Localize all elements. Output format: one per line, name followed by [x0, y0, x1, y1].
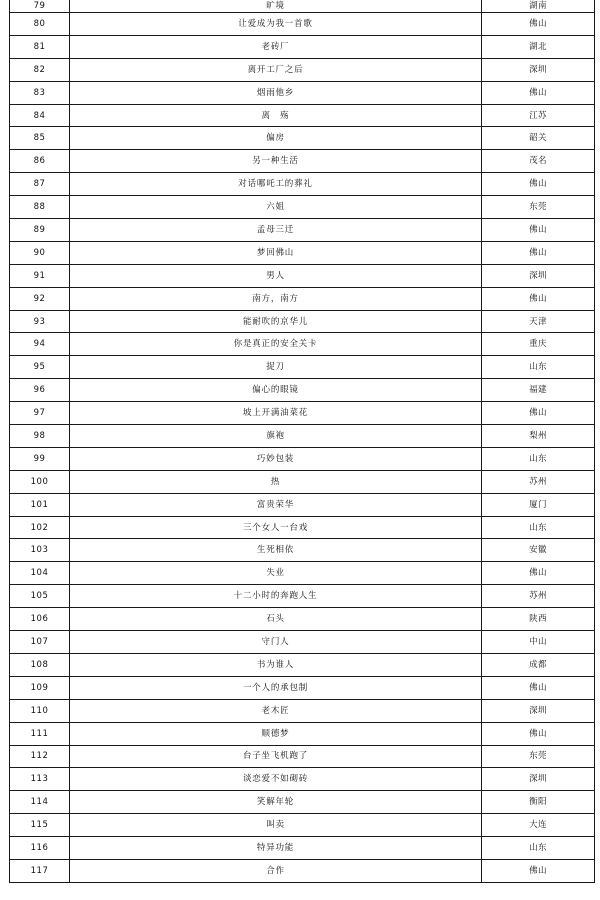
row-region-cell: 佛山	[482, 676, 595, 699]
row-number-cell: 84	[10, 104, 70, 127]
row-region-cell: 安徽	[482, 539, 595, 562]
row-region-cell: 陕西	[482, 608, 595, 631]
row-region-cell: 深圳	[482, 58, 595, 81]
row-title-cell: 六姐	[70, 196, 482, 219]
table-row	[10, 310, 595, 333]
entries-table-body	[10, 0, 595, 882]
row-title-cell: 书为谁人	[70, 653, 482, 676]
row-number-cell: 94	[10, 333, 70, 356]
table-row	[10, 493, 595, 516]
table-row	[10, 173, 595, 196]
row-region-cell: 重庆	[482, 333, 595, 356]
row-number-cell: 106	[10, 608, 70, 631]
row-title-cell: 十二小时的奔跑人生	[70, 585, 482, 608]
row-title-cell: 热	[70, 470, 482, 493]
row-number-cell: 100	[10, 470, 70, 493]
row-number-cell: 105	[10, 585, 70, 608]
row-region-cell: 佛山	[482, 562, 595, 585]
table-row	[10, 127, 595, 150]
row-title-cell: 男人	[70, 264, 482, 287]
table-row	[10, 562, 595, 585]
row-title-cell: 南方，南方	[70, 287, 482, 310]
row-region-cell: 佛山	[482, 722, 595, 745]
row-title-cell: 离开工厂之后	[70, 58, 482, 81]
row-title-cell: 坡上开满油菜花	[70, 402, 482, 425]
row-number-cell: 114	[10, 791, 70, 814]
row-title-cell: 失业	[70, 562, 482, 585]
row-title-cell: 离 殇	[70, 104, 482, 127]
row-title-cell: 一个人的承包制	[70, 676, 482, 699]
row-number-cell: 111	[10, 722, 70, 745]
table-row	[10, 241, 595, 264]
row-number-cell: 87	[10, 173, 70, 196]
row-number-cell: 107	[10, 631, 70, 654]
table-row	[10, 745, 595, 768]
row-title-cell: 梦回佛山	[70, 241, 482, 264]
table-row	[10, 676, 595, 699]
row-region-cell: 湖南	[482, 0, 595, 13]
row-region-cell: 苏州	[482, 470, 595, 493]
row-region-cell: 梨州	[482, 425, 595, 448]
row-region-cell: 山东	[482, 447, 595, 470]
table-row	[10, 447, 595, 470]
table-row	[10, 631, 595, 654]
row-region-cell: 山东	[482, 356, 595, 379]
row-region-cell: 江苏	[482, 104, 595, 127]
table-row	[10, 722, 595, 745]
row-region-cell: 东莞	[482, 745, 595, 768]
row-number-cell: 89	[10, 219, 70, 242]
row-title-cell: 对话哪吒工的葬礼	[70, 173, 482, 196]
row-region-cell: 山东	[482, 837, 595, 860]
row-number-cell: 109	[10, 676, 70, 699]
row-number-cell: 117	[10, 859, 70, 882]
table-row	[10, 356, 595, 379]
row-number-cell: 103	[10, 539, 70, 562]
row-title-cell: 烟雨他乡	[70, 81, 482, 104]
row-number-cell: 104	[10, 562, 70, 585]
row-number-cell: 99	[10, 447, 70, 470]
row-number-cell: 86	[10, 150, 70, 173]
row-number-cell: 79	[10, 0, 70, 13]
table-row	[10, 58, 595, 81]
table-row	[10, 425, 595, 448]
table-row	[10, 837, 595, 860]
row-number-cell: 80	[10, 13, 70, 36]
row-region-cell: 中山	[482, 631, 595, 654]
table-row	[10, 814, 595, 837]
table-row	[10, 35, 595, 58]
row-title-cell: 笑解年轮	[70, 791, 482, 814]
row-region-cell: 东莞	[482, 196, 595, 219]
table-row	[10, 699, 595, 722]
row-title-cell: 捉刀	[70, 356, 482, 379]
row-number-cell: 101	[10, 493, 70, 516]
table-row	[10, 516, 595, 539]
table-row	[10, 150, 595, 173]
row-number-cell: 97	[10, 402, 70, 425]
row-title-cell: 生死相依	[70, 539, 482, 562]
table-row	[10, 539, 595, 562]
row-region-cell: 衡阳	[482, 791, 595, 814]
table-row	[10, 470, 595, 493]
row-number-cell: 108	[10, 653, 70, 676]
row-region-cell: 深圳	[482, 264, 595, 287]
table-row	[10, 402, 595, 425]
row-title-cell: 旷境	[70, 0, 482, 13]
row-region-cell: 天津	[482, 310, 595, 333]
row-region-cell: 佛山	[482, 219, 595, 242]
table-row	[10, 791, 595, 814]
row-number-cell: 91	[10, 264, 70, 287]
row-region-cell: 韶关	[482, 127, 595, 150]
row-number-cell: 85	[10, 127, 70, 150]
row-title-cell: 谈恋爱不如砌砖	[70, 768, 482, 791]
row-number-cell: 116	[10, 837, 70, 860]
row-region-cell: 山东	[482, 516, 595, 539]
row-region-cell: 湖北	[482, 35, 595, 58]
row-region-cell: 佛山	[482, 173, 595, 196]
row-number-cell: 82	[10, 58, 70, 81]
table-row	[10, 287, 595, 310]
table-row	[10, 0, 595, 13]
row-region-cell: 成都	[482, 653, 595, 676]
table-row	[10, 333, 595, 356]
row-region-cell: 佛山	[482, 402, 595, 425]
row-number-cell: 83	[10, 81, 70, 104]
row-title-cell: 合作	[70, 859, 482, 882]
row-region-cell: 厦门	[482, 493, 595, 516]
row-region-cell: 深圳	[482, 768, 595, 791]
row-number-cell: 102	[10, 516, 70, 539]
row-number-cell: 90	[10, 241, 70, 264]
table-row	[10, 768, 595, 791]
row-title-cell: 老砖厂	[70, 35, 482, 58]
row-title-cell: 你是真正的安全关卡	[70, 333, 482, 356]
row-number-cell: 115	[10, 814, 70, 837]
row-title-cell: 老木匠	[70, 699, 482, 722]
entries-table	[9, 0, 595, 883]
row-title-cell: 能耐吹的京华儿	[70, 310, 482, 333]
row-title-cell: 三个女人一台戏	[70, 516, 482, 539]
row-title-cell: 台子坐飞机跑了	[70, 745, 482, 768]
row-region-cell: 佛山	[482, 81, 595, 104]
row-number-cell: 113	[10, 768, 70, 791]
row-region-cell: 茂名	[482, 150, 595, 173]
row-region-cell: 苏州	[482, 585, 595, 608]
row-region-cell: 福建	[482, 379, 595, 402]
row-region-cell: 深圳	[482, 699, 595, 722]
row-number-cell: 95	[10, 356, 70, 379]
document-page	[9, 0, 594, 883]
row-number-cell: 88	[10, 196, 70, 219]
row-title-cell: 特异功能	[70, 837, 482, 860]
table-row	[10, 653, 595, 676]
table-row	[10, 379, 595, 402]
row-region-cell: 佛山	[482, 287, 595, 310]
table-row	[10, 104, 595, 127]
row-title-cell: 顺德梦	[70, 722, 482, 745]
row-number-cell: 110	[10, 699, 70, 722]
row-region-cell: 佛山	[482, 241, 595, 264]
table-row	[10, 196, 595, 219]
row-title-cell: 让爱成为我一首歌	[70, 13, 482, 36]
row-title-cell: 守门人	[70, 631, 482, 654]
table-row	[10, 13, 595, 36]
row-title-cell: 另一种生活	[70, 150, 482, 173]
table-row	[10, 219, 595, 242]
table-row	[10, 264, 595, 287]
row-title-cell: 偏心的眼镜	[70, 379, 482, 402]
table-row	[10, 585, 595, 608]
row-title-cell: 孟母三迁	[70, 219, 482, 242]
table-row	[10, 81, 595, 104]
row-number-cell: 112	[10, 745, 70, 768]
row-title-cell: 叫卖	[70, 814, 482, 837]
table-row	[10, 608, 595, 631]
row-region-cell: 佛山	[482, 13, 595, 36]
row-number-cell: 92	[10, 287, 70, 310]
row-title-cell: 石头	[70, 608, 482, 631]
row-title-cell: 偏房	[70, 127, 482, 150]
row-region-cell: 佛山	[482, 859, 595, 882]
row-number-cell: 96	[10, 379, 70, 402]
row-region-cell: 大连	[482, 814, 595, 837]
row-number-cell: 81	[10, 35, 70, 58]
row-title-cell: 富贵荣华	[70, 493, 482, 516]
row-title-cell: 巧妙包装	[70, 447, 482, 470]
row-number-cell: 93	[10, 310, 70, 333]
table-row	[10, 859, 595, 882]
row-number-cell: 98	[10, 425, 70, 448]
row-title-cell: 旗袍	[70, 425, 482, 448]
